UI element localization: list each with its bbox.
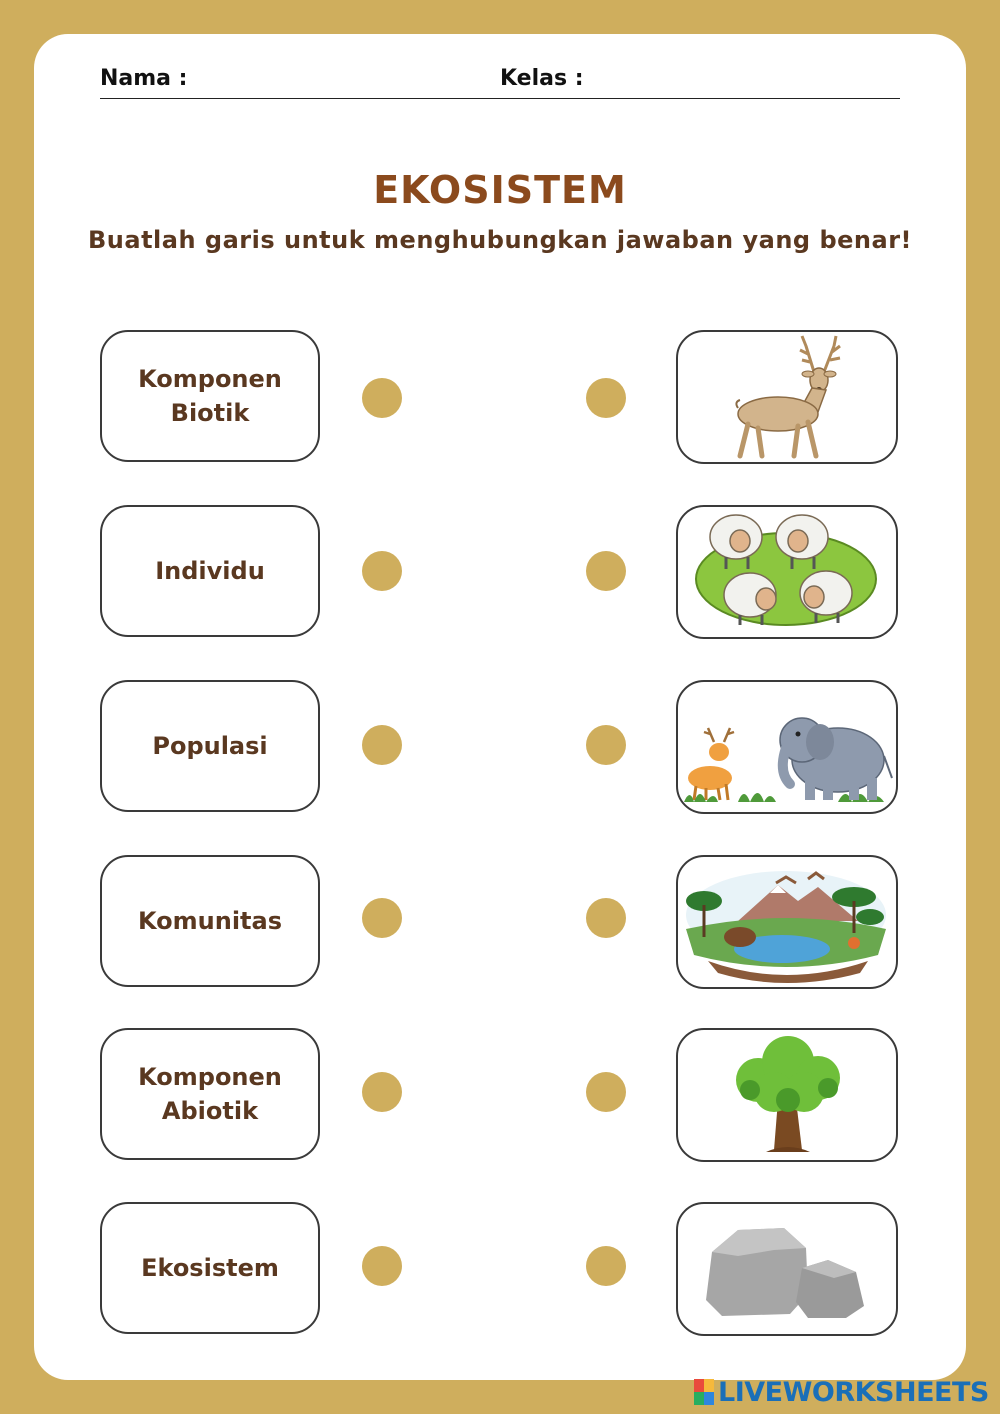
liveworksheets-watermark: LIVEWORKSHEETS bbox=[718, 1376, 989, 1408]
term-box-4 bbox=[100, 855, 320, 987]
liveworksheets-logo-icon bbox=[694, 1379, 714, 1405]
term-box-5 bbox=[100, 1028, 320, 1160]
term-label: Populasi bbox=[152, 732, 268, 760]
left-dot-1[interactable] bbox=[362, 378, 402, 418]
term-label: Komunitas bbox=[137, 907, 283, 935]
term-box-6 bbox=[100, 1202, 320, 1334]
term-box-3 bbox=[100, 680, 320, 812]
right-dot-6[interactable] bbox=[586, 1246, 626, 1286]
right-dot-5[interactable] bbox=[586, 1072, 626, 1112]
deer-icon bbox=[678, 332, 895, 461]
right-dot-1[interactable] bbox=[586, 378, 626, 418]
deer-and-elephant-icon bbox=[678, 682, 895, 811]
right-dot-4[interactable] bbox=[586, 898, 626, 938]
right-dot-3[interactable] bbox=[586, 725, 626, 765]
term-label: Komponen Biotik bbox=[138, 365, 282, 427]
left-dot-3[interactable] bbox=[362, 725, 402, 765]
kelas-label: Kelas : bbox=[500, 66, 584, 91]
liveworksheets-logo bbox=[694, 1374, 989, 1410]
picture-box-5 bbox=[676, 1028, 898, 1162]
picture-box-6 bbox=[676, 1202, 898, 1336]
name-line bbox=[100, 98, 900, 99]
left-dot-2[interactable] bbox=[362, 551, 402, 591]
picture-box-4 bbox=[676, 855, 898, 989]
picture-box-2 bbox=[676, 505, 898, 639]
picture-box-1 bbox=[676, 330, 898, 464]
term-box-2 bbox=[100, 505, 320, 637]
left-dot-4[interactable] bbox=[362, 898, 402, 938]
sheep-herd-icon bbox=[678, 507, 895, 636]
instruction-text: Buatlah garis untuk menghubungkan jawaban yang benar! bbox=[88, 226, 912, 254]
page-title: EKOSISTEM bbox=[373, 168, 627, 212]
term-label: Individu bbox=[155, 557, 265, 585]
rocks-icon bbox=[678, 1204, 895, 1333]
nama-label: Nama : bbox=[100, 66, 188, 91]
picture-box-3 bbox=[676, 680, 898, 814]
term-label: Komponen Abiotik bbox=[138, 1063, 282, 1125]
term-label: Ekosistem bbox=[141, 1254, 279, 1282]
tree-icon bbox=[678, 1030, 895, 1159]
left-dot-6[interactable] bbox=[362, 1246, 402, 1286]
ecosystem-scene-icon bbox=[678, 857, 895, 986]
term-box-1 bbox=[100, 330, 320, 462]
right-dot-2[interactable] bbox=[586, 551, 626, 591]
left-dot-5[interactable] bbox=[362, 1072, 402, 1112]
